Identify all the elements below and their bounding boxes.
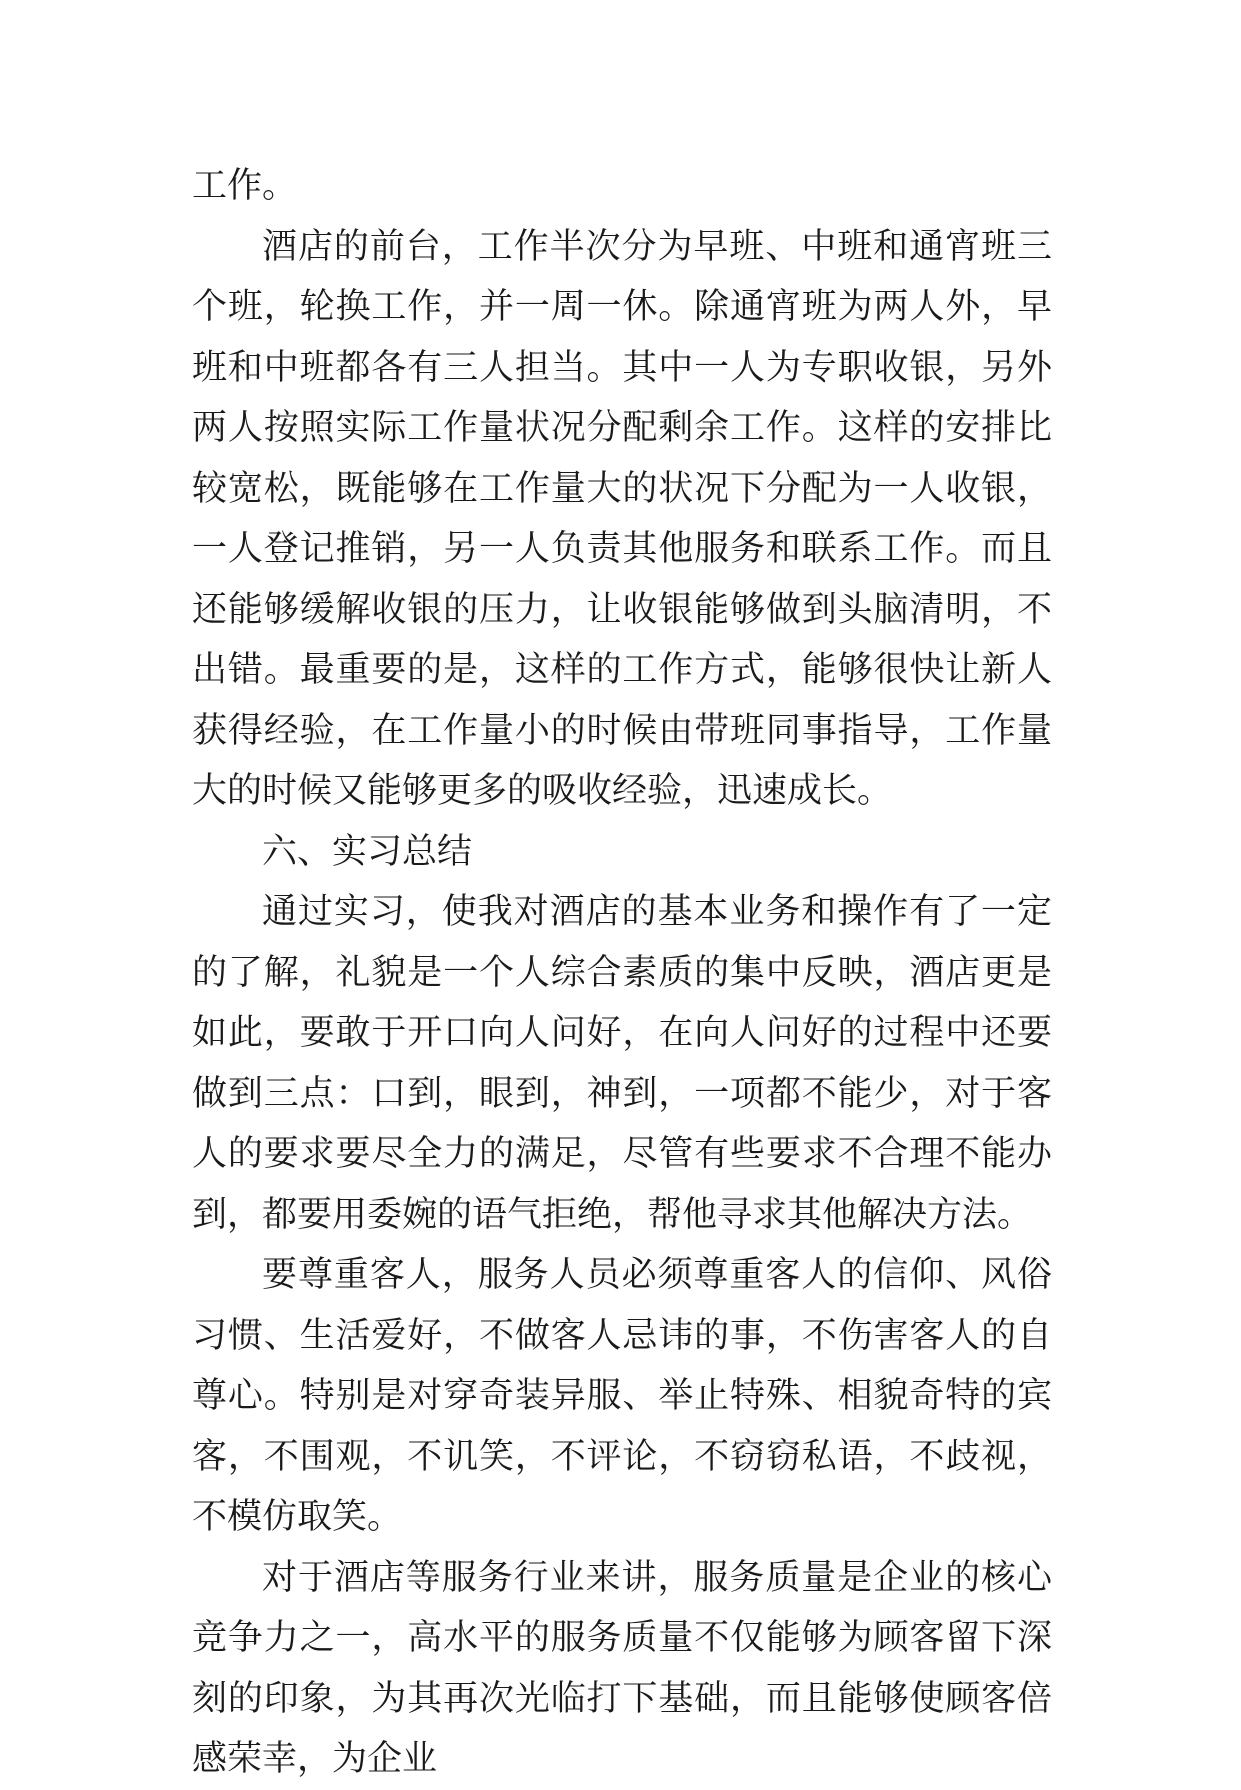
- paragraph-courtesy: 通过实习，使我对酒店的基本业务和操作有了一定的了解，礼貌是一个人综合素质的集中反映，酒店更是如此，要敢于开口向人问好，在向人问好的过程中还要做到三点：口到，眼到，神到，一项都不能少，对于客人的要求要尽全力的满足，尽管有些要求不合理不能办到，都要用委婉的语气拒绝，帮他寻求其他解决方法。: [192, 892, 1052, 1235]
- paragraph-continuation: 工作。: [192, 166, 298, 206]
- paragraph-respect-guests: 要尊重客人，服务人员必须尊重客人的信仰、风俗习惯、生活爱好，不做客人忌讳的事，不伤害客人的自尊心。特别是对穿奇装异服、举止特殊、相貌奇特的宾客，不围观，不讥笑，不评论，不窃窃私语，不歧视，不模仿取笑。: [192, 1255, 1052, 1537]
- section-heading-internship-summary: 六、实习总结: [262, 831, 473, 872]
- body-text: [192, 156, 1052, 1790]
- paragraph-front-desk-shifts: 酒店的前台，工作半次分为早班、中班和通宵班三个班，轮换工作，并一周一休。除通宵班为两人外，早班和中班都各有三人担当。其中一人为专职收银，另外两人按照实际工作量状况分配剩余工作。这样的安排比较宽松，既能够在工作量大的状况下分配为一人收银，一人登记推销，另一人负责其他服务和联系工作。而且还能够缓解收银的压力，让收银能够做到头脑清明，不出错。最重要的是，这样的工作方式，能够很快让新人获得经验，在工作量小的时候由带班同事指导，工作量大的时候又能够更多的吸收经验，迅速成长。: [192, 226, 1052, 811]
- paragraph-service-quality: 对于酒店等服务行业来讲，服务质量是企业的核心竞争力之一，高水平的服务质量不仅能够为顾客留下深刻的印象，为其再次光临打下基础，而且能够使顾客倍感荣幸，为企业: [192, 1557, 1052, 1779]
